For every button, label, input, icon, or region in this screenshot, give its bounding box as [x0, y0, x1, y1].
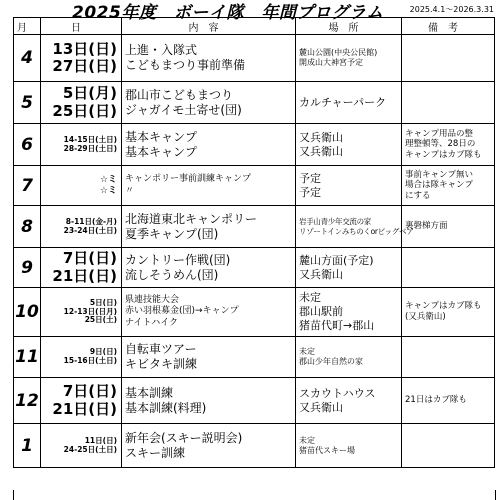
date-line: 13日(日): [52, 39, 117, 58]
content-line: カントリー作戦(団): [125, 252, 231, 267]
place-line: 予定: [299, 185, 321, 199]
place-cell: [296, 124, 402, 166]
content-cell: [122, 288, 296, 337]
content-line: 夏季キャンプ(団): [125, 226, 219, 241]
date-line: ☆ミ: [99, 175, 117, 186]
content-line: 基本訓練: [125, 385, 174, 400]
note-cell: [402, 82, 495, 124]
note-cell: [402, 206, 495, 248]
date-line: 27日(日): [52, 57, 117, 75]
header-row: [14, 18, 495, 35]
note-cell: [402, 166, 495, 206]
note-cell: [402, 288, 495, 337]
place-line: 麓山公園(中央公民館): [299, 48, 378, 57]
place-cell: [296, 337, 402, 378]
program-table: [13, 17, 495, 468]
date-line: 21日(日): [52, 266, 117, 285]
note-line: キャンプはカブ隊も: [405, 301, 482, 312]
place-line: 郡山少年自然の家: [299, 357, 363, 366]
place-line: 又兵衛山: [299, 144, 343, 158]
note-line: キャンプ用品の整: [405, 128, 474, 139]
content-cell: [122, 82, 296, 124]
date-line: 12-13日(日月): [63, 306, 117, 316]
note-line: 理整頓等、28日の: [405, 139, 476, 150]
content-line: 基本キャンプ: [125, 144, 198, 159]
date-line: ☆ミ: [99, 185, 117, 196]
table-row: [14, 35, 495, 82]
content-line: 県連技能大会: [125, 295, 180, 306]
note-line: 場合は隊キャンプ: [405, 180, 474, 191]
content-cell: [122, 424, 296, 468]
date-line: 25日(土): [84, 315, 117, 325]
content-line: 基本訓練(料理): [125, 400, 207, 415]
table-row: [14, 166, 495, 206]
content-line: 〃: [125, 185, 135, 196]
month-cell: 8: [14, 206, 41, 248]
content-line: こどもまつり事前準備: [125, 58, 246, 72]
date-line: 11日(日): [84, 435, 117, 445]
table-row: [14, 288, 495, 337]
place-line: 開成山大神宮予定: [299, 58, 363, 67]
note-cell: [402, 424, 495, 468]
month-cell: 11: [14, 337, 41, 378]
date-cell: [41, 288, 122, 337]
content-line: ジャガイモ土寄せ(団): [125, 102, 242, 117]
note-cell: [402, 248, 495, 288]
content-line: 新年会(スキー説明会): [125, 430, 243, 445]
month-cell: 4: [14, 35, 41, 82]
place-line: 麓山方面(予定): [299, 253, 374, 267]
content-cell: [122, 124, 296, 166]
content-cell: [122, 248, 296, 288]
header-place: 場所: [296, 18, 402, 35]
date-line: 9日(日): [89, 347, 117, 357]
note-cell: [402, 378, 495, 424]
content-line: 流しそうめん(団): [125, 267, 219, 282]
date-cell: [41, 166, 122, 206]
note-cell: [402, 124, 495, 166]
note-line: 事前キャンプ無い: [405, 169, 474, 180]
date-cell: [41, 424, 122, 468]
content-line: スキー訓練: [125, 445, 186, 460]
place-cell: [296, 378, 402, 424]
date-line: 7日(日): [62, 249, 117, 268]
content-line: 自転車ツアー: [125, 342, 197, 356]
date-cell: [41, 82, 122, 124]
date-line: 8-11日(金-月): [65, 216, 117, 226]
place-cell: [296, 82, 402, 124]
note-line: にする: [405, 190, 431, 201]
place-line: カルチャーパーク: [299, 95, 387, 109]
content-line: 北海道東北キャンポリー: [125, 211, 258, 226]
note-line: (又兵衛山): [405, 312, 446, 322]
place-cell: [296, 206, 414, 248]
content-cell: [122, 337, 296, 378]
month-cell: 1: [14, 424, 41, 468]
note-line: 21日はカブ隊も: [405, 395, 467, 406]
table-row: [14, 124, 495, 166]
table-row: [14, 378, 495, 424]
date-cell: [41, 248, 122, 288]
content-line: 郡山市こどもまつり: [125, 87, 234, 102]
place-line: 予定: [299, 171, 321, 185]
place-line: 岩手山青少年交流の家: [299, 217, 371, 227]
content-line: 赤い羽根募金(団)→キャンプ: [125, 306, 239, 317]
place-cell: [296, 35, 402, 82]
table-row: [14, 206, 495, 248]
date-line: 24-25日(土日): [63, 444, 117, 454]
page-title: 2025年度 ボーイ隊 年間プログラム: [72, 3, 384, 23]
table-row: [14, 337, 495, 378]
place-cell: [296, 288, 402, 337]
place-line: 郡山駅前: [299, 305, 343, 319]
header-content: 内容: [122, 18, 296, 35]
date-line: 25日(日): [52, 101, 117, 120]
content-line: 上進・入隊式: [125, 43, 198, 57]
content-line: キャンポリー事前訓練キャンプ: [125, 174, 252, 185]
note-cell: [402, 337, 495, 378]
header-month: 月: [14, 18, 41, 35]
content-cell: [122, 206, 296, 248]
table-row: [14, 424, 495, 468]
header-date: 日: [41, 18, 122, 35]
date-cell: [41, 206, 122, 248]
content-cell: [122, 378, 296, 424]
date-cell: [41, 35, 122, 82]
period-range: 2025.4.1～2026.3.31: [409, 5, 494, 14]
place-line: 未定: [299, 435, 315, 445]
place-cell: [296, 248, 402, 288]
month-cell: 5: [14, 82, 41, 124]
note-line: キャンプはカブ隊も: [405, 149, 482, 160]
place-line: 未定: [299, 291, 321, 305]
content-line: キビタキ訓練: [125, 357, 198, 371]
month-cell: 10: [14, 288, 41, 337]
date-line: 21日(日): [52, 399, 117, 418]
content-line: 基本キャンプ: [125, 129, 198, 144]
content-cell: [122, 35, 296, 82]
month-cell: 7: [14, 166, 41, 206]
place-line: 猪苗代スキー場: [299, 445, 355, 455]
month-cell: 6: [14, 124, 41, 166]
place-line: 又兵衛山: [299, 400, 343, 414]
date-line: 7日(日): [62, 382, 117, 401]
next-row-cutoff: [13, 490, 496, 500]
date-line: 5日(日): [89, 298, 117, 308]
date-line: 28-29日(土日): [63, 143, 117, 153]
place-line: 又兵衛山: [299, 267, 343, 281]
place-line: 又兵衛山: [299, 130, 343, 144]
date-cell: [41, 124, 122, 166]
month-cell: 9: [14, 248, 41, 288]
place-line: リゾートインみちのくorビッグベア: [299, 226, 414, 236]
header-note: 備考: [402, 18, 495, 35]
note-cell: [402, 35, 495, 82]
content-cell: [122, 166, 296, 206]
content-line: ナイトハイク: [125, 317, 179, 328]
program-body: [14, 35, 495, 468]
title-bar: [0, 0, 500, 23]
date-cell: [41, 378, 122, 424]
month-cell: 12: [14, 378, 41, 424]
note-line: 裏磐梯方面: [405, 221, 448, 232]
date-line: 5日(月): [62, 84, 117, 103]
table-row: [14, 248, 495, 288]
table-row: [14, 82, 495, 124]
date-line: 23-24日(土日): [63, 225, 117, 235]
date-line: 15-16日(土日): [63, 356, 117, 365]
place-line: 未定: [299, 347, 315, 356]
place-line: スカウトハウス: [299, 386, 376, 400]
place-cell: [296, 166, 402, 206]
date-line: 14-15日(土日): [63, 134, 117, 144]
place-line: 猪苗代町→郡山: [299, 318, 375, 332]
date-cell: [41, 337, 122, 378]
place-cell: [296, 424, 402, 468]
